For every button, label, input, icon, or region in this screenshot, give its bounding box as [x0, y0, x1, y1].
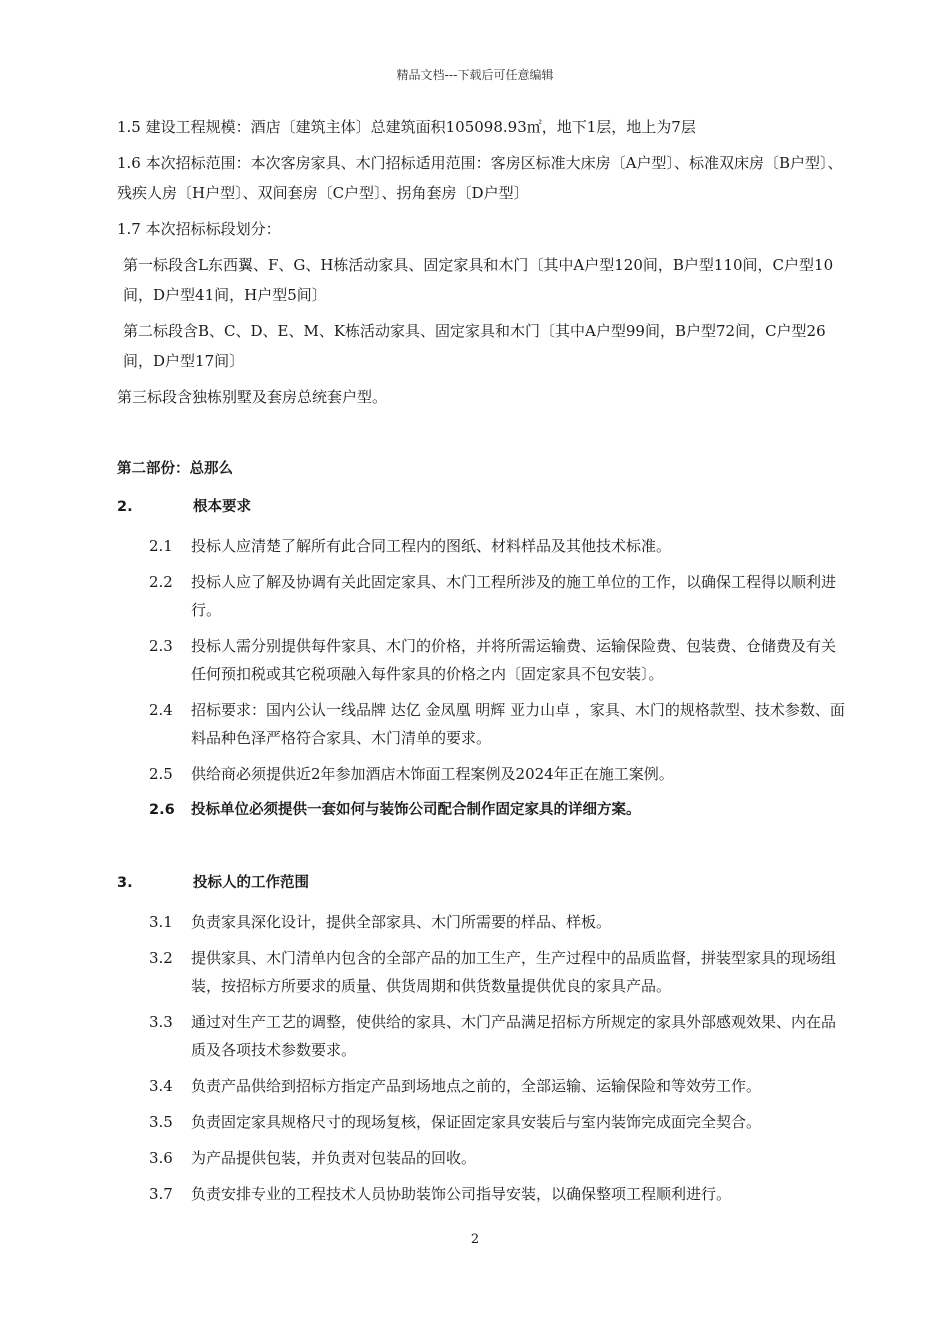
list-item [117, 568, 845, 624]
list-item [117, 696, 845, 752]
section-3-heading [117, 870, 845, 896]
item-text: 负责产品供给到招标方指定产品到场地点之前的，全部运输、运输保险和等效劳工作。 [191, 1077, 762, 1095]
list-item [117, 1108, 845, 1136]
list-item [117, 1144, 845, 1172]
lot-3-description: 第三标段含独栋别墅及套房总统套户型。 [117, 388, 388, 406]
item-number: 2.6 [149, 802, 175, 818]
clause-1-5: 1.5 建设工程规模：酒店〔建筑主体〕总建筑面积105098.93㎡，地下1层，地上为7层 [117, 118, 696, 136]
section-number: 3. [117, 875, 133, 891]
document-body [117, 112, 845, 1216]
clause-1-7: 1.7 本次招标标段划分： [117, 220, 281, 238]
item-text: 负责安排专业的工程技术人员协助装饰公司指导安装，以确保整项工程顺利进行。 [191, 1185, 732, 1203]
item-text: 供给商必须提供近2年参加酒店木饰面工程案例及2024年正在施工案例。 [191, 765, 674, 783]
item-number: 3.6 [149, 1149, 173, 1167]
item-text: 投标单位必须提供一套如何与装饰公司配合制作固定家具的详细方案。 [191, 802, 641, 818]
item-text: 投标人应清楚了解所有此合同工程内的图纸、材料样品及其他技术标准。 [191, 537, 672, 555]
item-number: 3.5 [149, 1113, 173, 1131]
item-number: 2.3 [149, 637, 173, 655]
list-item [117, 532, 845, 560]
list-item [117, 1008, 845, 1064]
list-item [117, 908, 845, 936]
list-item [117, 1072, 845, 1100]
item-text: 投标人需分别提供每件家具、木门的价格，并将所需运输费、运输保险费、包装费、仓储费及有关任何预扣税或其它税项融入每件家具的价格之内〔固定家具不包安装〕。 [191, 637, 837, 683]
item-text: 招标要求：国内公认一线品牌 达亿 金凤凰 明辉 亚力山卓 ，家具、木门的规格款型、技术参数、面料品种色泽严格符合家具、木门清单的要求。 [191, 701, 845, 747]
page-header: 精品文档---下载后可任意编辑 [396, 68, 554, 82]
lot-1-description: 第一标段含L东西翼、F、G、H栋活动家具、固定家具和木门〔其中A户型120间，B户型110间，C户型10间，D户型41间，H户型5间〕 [123, 256, 834, 304]
item-number: 3.2 [149, 949, 173, 967]
item-number: 2.1 [149, 537, 173, 555]
lot-2-description: 第二标段含B、C、D、E、M、K栋活动家具、固定家具和木门〔其中A户型99间，B户型72间，C户型26间，D户型17间〕 [123, 322, 826, 370]
list-item [117, 632, 845, 688]
item-text: 投标人应了解及协调有关此固定家具、木门工程所涉及的施工单位的工作，以确保工程得以顺利进行。 [191, 573, 837, 619]
part-2-title: 第二部份：总那么 [117, 461, 233, 477]
item-number: 2.2 [149, 573, 173, 591]
item-text: 通过对生产工艺的调整，使供给的家具、木门产品满足招标方所规定的家具外部感观效果、内在品质及各项技术参数要求。 [191, 1013, 837, 1059]
page-number: 2 [470, 1232, 480, 1247]
clause-1-6: 1.6 本次招标范围：本次客房家具、木门招标适用范围：客房区标准大床房〔A户型〕、标准双床房〔B户型〕、残疾人房〔H户型〕、双间套房〔C户型〕、拐角套房〔D户型〕 [117, 154, 843, 202]
item-number: 3.4 [149, 1077, 173, 1095]
list-item [117, 944, 845, 1000]
item-text: 负责固定家具规格尺寸的现场复核，保证固定家具安装后与室内装饰完成面完全契合。 [191, 1113, 762, 1131]
section-2-heading [117, 494, 845, 520]
item-number: 2.4 [149, 701, 173, 719]
item-text: 为产品提供包装，并负责对包装品的回收。 [191, 1149, 477, 1167]
section-title: 根本要求 [193, 499, 251, 515]
list-item [117, 760, 845, 788]
list-item [117, 1180, 845, 1208]
item-text: 提供家具、木门清单内包含的全部产品的加工生产，生产过程中的品质监督，拼装型家具的现场组装，按招标方所要求的质量、供货周期和供货数量提供优良的家具产品。 [191, 949, 837, 995]
item-number: 3.7 [149, 1185, 173, 1203]
item-number: 3.1 [149, 913, 173, 931]
item-number: 2.5 [149, 765, 173, 783]
item-text: 负责家具深化设计，提供全部家具、木门所需要的样品、样板。 [191, 913, 612, 931]
section-title: 投标人的工作范围 [193, 875, 309, 891]
section-number: 2. [117, 499, 133, 515]
list-item [117, 796, 845, 824]
item-number: 3.3 [149, 1013, 173, 1031]
